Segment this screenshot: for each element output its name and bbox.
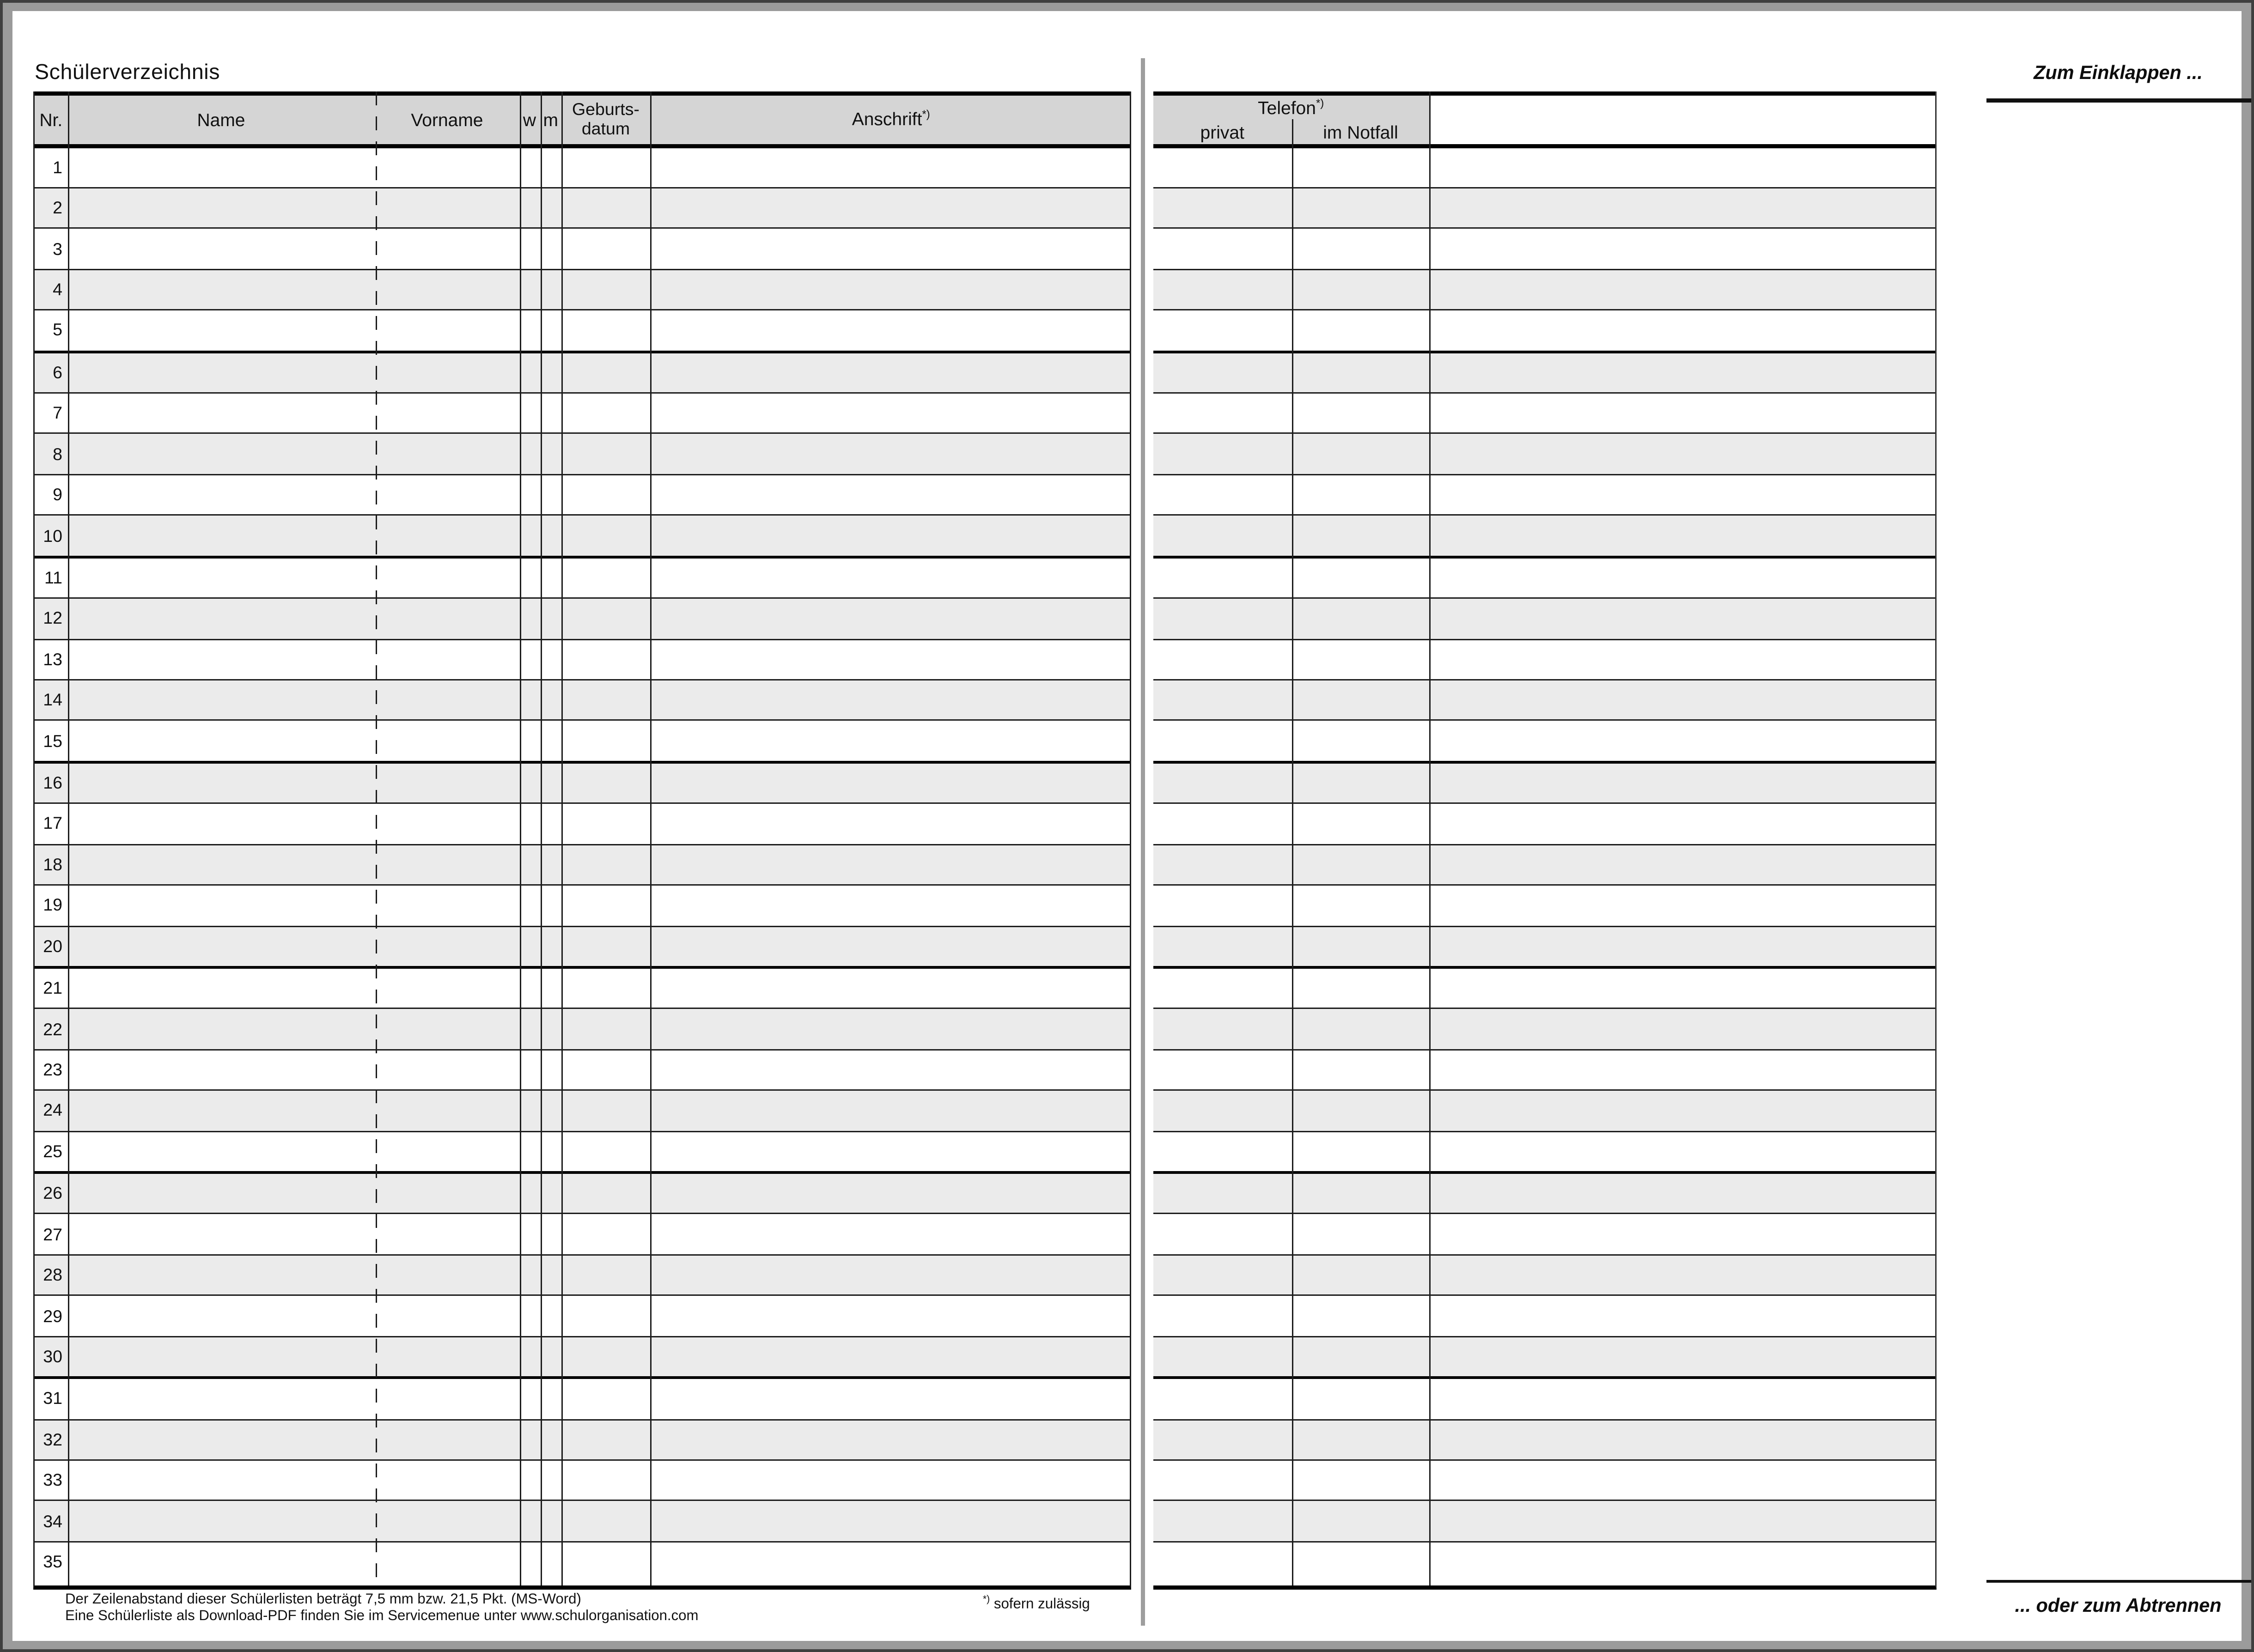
row-number: 7 — [53, 403, 62, 423]
table-row — [1153, 969, 1936, 1009]
table-row — [35, 1543, 1129, 1582]
table-row — [35, 394, 1129, 434]
row-number: 16 — [43, 773, 62, 793]
table-row — [1153, 1379, 1936, 1420]
row-number: 28 — [43, 1265, 62, 1285]
table-row — [35, 1461, 1129, 1501]
anschrift-footnote-marker: *) — [922, 108, 930, 121]
table-row — [35, 1420, 1129, 1461]
row-number: 21 — [43, 978, 62, 998]
table-row — [35, 1132, 1129, 1174]
student-table — [33, 91, 1131, 1590]
table-row — [1153, 927, 1936, 969]
column-header-privat: privat — [1200, 121, 1244, 142]
footer-line-spacing-note: Der Zeilenabstand dieser Schülerlisten beträgt 7,5 mm bzw. 21,5 Pkt. (MS-Word) — [65, 1592, 581, 1608]
table-row — [1153, 394, 1936, 434]
table-row — [35, 270, 1129, 310]
column-rule-privat-notfall — [1292, 119, 1293, 1586]
table-row — [35, 188, 1129, 229]
table-row — [1153, 516, 1936, 558]
footnote-permitted: *) sofern zulässig — [983, 1595, 1090, 1613]
column-rule-w-m — [540, 91, 542, 1586]
table-row — [1153, 353, 1936, 394]
table-row — [35, 763, 1129, 804]
table-row — [35, 845, 1129, 886]
row-number: 29 — [43, 1306, 62, 1326]
table-row — [1153, 1215, 1936, 1255]
fold-note: Zum Einklappen ... — [2034, 62, 2203, 83]
table-row — [1153, 434, 1936, 475]
row-number: 9 — [53, 485, 62, 505]
row-number: 17 — [43, 814, 62, 834]
table-row — [1153, 1420, 1936, 1461]
table-row — [1153, 1009, 1936, 1050]
row-number: 12 — [43, 609, 62, 629]
column-rule-vorname-w — [519, 91, 521, 1586]
telefon-footnote-marker: *) — [1316, 96, 1324, 109]
row-number: 8 — [53, 444, 62, 464]
row-number: 35 — [43, 1552, 62, 1572]
student-table-rows — [35, 148, 1129, 1582]
table-row — [35, 475, 1129, 516]
table-row — [35, 886, 1129, 926]
detach-note: ... oder zum Abtrennen — [2015, 1595, 2222, 1616]
row-number: 33 — [43, 1470, 62, 1490]
row-number: 26 — [43, 1184, 62, 1203]
row-number: 4 — [53, 279, 62, 299]
table-row — [1153, 680, 1936, 721]
row-number: 24 — [43, 1101, 62, 1121]
page-title: Schülerverzeichnis — [35, 61, 220, 85]
table-row — [1153, 475, 1936, 516]
table-row — [35, 558, 1129, 599]
row-number: 23 — [43, 1060, 62, 1080]
table-row — [1153, 640, 1936, 680]
phone-table-rows — [1153, 148, 1936, 1582]
table-row — [35, 1501, 1129, 1542]
table-row — [35, 1379, 1129, 1420]
row-number: 1 — [53, 158, 62, 177]
table-row — [1153, 886, 1936, 926]
footnote-marker: *) — [983, 1595, 990, 1605]
row-number: 14 — [43, 690, 62, 710]
phone-table — [1153, 91, 1937, 1590]
table-row — [35, 599, 1129, 639]
column-rule-nr — [67, 91, 69, 1586]
student-table-header — [35, 91, 1129, 148]
row-number: 10 — [43, 526, 62, 546]
table-row — [1153, 1050, 1936, 1091]
table-row — [1153, 270, 1936, 310]
table-row — [35, 1256, 1129, 1296]
row-number: 27 — [43, 1225, 62, 1245]
table-row — [35, 927, 1129, 969]
table-row — [35, 148, 1129, 188]
table-row — [1153, 1256, 1936, 1296]
table-row — [35, 804, 1129, 845]
table-row — [35, 229, 1129, 270]
row-number: 25 — [43, 1142, 62, 1161]
column-header-telefon: Telefon*) — [1258, 96, 1324, 118]
table-row — [35, 969, 1129, 1009]
row-number: 11 — [44, 568, 62, 588]
table-row — [35, 1215, 1129, 1255]
table-row — [35, 311, 1129, 353]
row-number: 13 — [43, 650, 62, 669]
fold-note-rule — [1986, 98, 2251, 102]
table-row — [1153, 311, 1936, 353]
table-row — [35, 1091, 1129, 1132]
row-number: 2 — [53, 198, 62, 218]
row-number: 32 — [43, 1430, 62, 1450]
row-number: 5 — [53, 321, 62, 340]
row-number: 18 — [43, 855, 62, 875]
row-number: 19 — [43, 895, 62, 915]
table-row — [1153, 148, 1936, 188]
footer-download-note: Eine Schülerliste als Download-PDF finden Sie im Servicemenue unter www.schulorganisation.com — [65, 1609, 699, 1624]
table-row — [35, 721, 1129, 763]
table-row — [1153, 763, 1936, 804]
row-number: 15 — [43, 731, 62, 751]
table-row — [1153, 1132, 1936, 1174]
table-row — [35, 434, 1129, 475]
table-row — [35, 640, 1129, 680]
table-row — [1153, 599, 1936, 639]
table-row — [35, 1174, 1129, 1215]
table-row — [35, 1296, 1129, 1337]
table-row — [35, 1050, 1129, 1091]
table-row — [1153, 1091, 1936, 1132]
column-header-m: m — [543, 109, 559, 130]
row-number: 3 — [53, 239, 62, 259]
column-header-anschrift: Anschrift*) — [852, 108, 930, 130]
row-number: 30 — [43, 1347, 62, 1367]
table-row — [1153, 1296, 1936, 1337]
table-row — [1153, 229, 1936, 270]
fold-divider — [1140, 58, 1145, 1626]
table-row — [1153, 721, 1936, 763]
table-row — [35, 680, 1129, 721]
row-number: 20 — [43, 936, 62, 956]
column-header-geburtsdatum: Geburts- datum — [572, 100, 640, 139]
table-row — [35, 1337, 1129, 1379]
column-rule-geburtsdatum-anschrift — [650, 91, 652, 1586]
form-page — [12, 11, 2242, 1641]
table-row — [1153, 1174, 1936, 1215]
table-row — [35, 516, 1129, 558]
table-row — [1153, 1337, 1936, 1379]
row-number: 31 — [43, 1389, 62, 1409]
phone-table-header — [1153, 91, 1936, 148]
table-row — [35, 353, 1129, 394]
row-number: 22 — [43, 1019, 62, 1039]
table-row — [1153, 188, 1936, 229]
column-header-im-notfall: im Notfall — [1323, 121, 1398, 142]
table-row — [35, 1009, 1129, 1050]
row-number: 34 — [43, 1511, 62, 1531]
column-rule-m-geburtsdatum — [561, 91, 563, 1586]
row-number: 6 — [53, 363, 62, 383]
column-header-vorname: Vorname — [411, 109, 483, 130]
detach-note-rule — [1986, 1579, 2251, 1583]
column-rule-name-vorname-dashed — [375, 91, 377, 1586]
column-rule-notfall-blank — [1429, 91, 1431, 1586]
column-header-nr: Nr. — [39, 109, 63, 130]
table-row — [1153, 1461, 1936, 1501]
table-row — [1153, 558, 1936, 599]
table-row — [1153, 1543, 1936, 1582]
table-row — [1153, 1501, 1936, 1542]
column-header-w: w — [523, 109, 536, 130]
table-row — [1153, 804, 1936, 845]
column-header-name: Name — [197, 109, 245, 130]
table-row — [1153, 845, 1936, 886]
